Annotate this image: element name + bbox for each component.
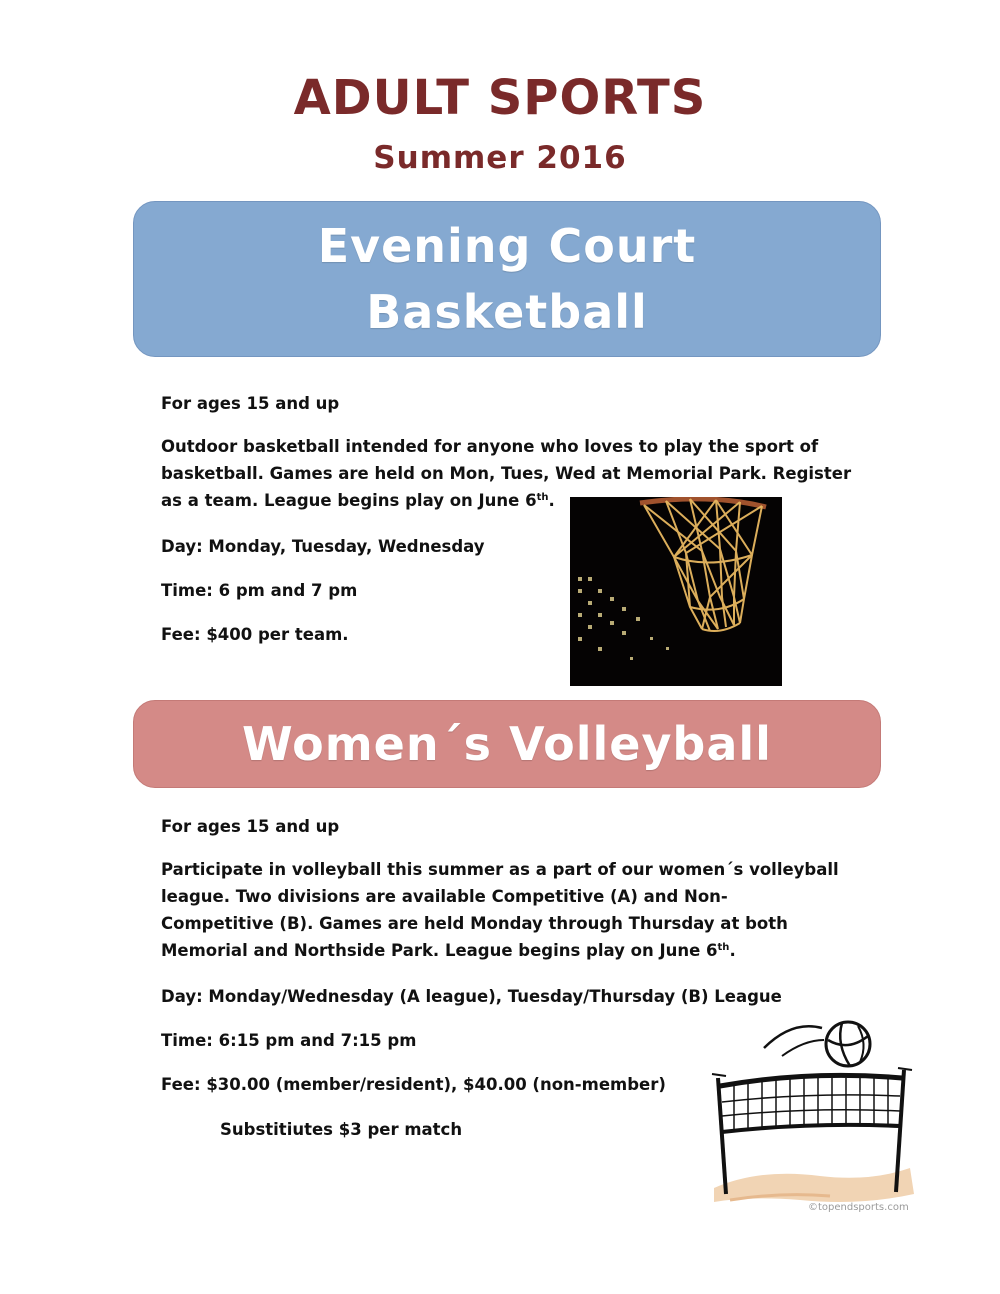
volleyball-description-line1: Participate in volleyball this summer as a part of our women´s volleyball: [161, 860, 839, 879]
volleyball-day: Day: Monday/Wednesday (A league), Tuesday/Thursday (B) League: [161, 987, 782, 1006]
volleyball-description-line2: league. Two divisions are available Competitive (A) and Non-: [161, 887, 728, 906]
volleyball-description-line3: Competitive (B). Games are held Monday through Thursday at both: [161, 914, 788, 933]
basketball-banner-line1: Evening Court: [317, 219, 697, 273]
basketball-description-period: .: [548, 491, 555, 510]
basketball-description-line3: [161, 487, 555, 514]
page-subtitle: Summer 2016: [373, 140, 627, 176]
volleyball-description-period: .: [729, 941, 736, 960]
volleyball-description-line4-text: Memorial and Northside Park. League begins play on June 6: [161, 941, 718, 960]
basketball-time: Time: 6 pm and 7 pm: [161, 581, 358, 600]
basketball-description-line2: basketball. Games are held on Mon, Tues, Wed at Memorial Park. Register: [161, 464, 852, 483]
volleyball-ordinal-suffix: th: [717, 942, 730, 953]
basketball-banner-line2: Basketball: [366, 285, 648, 339]
volleyball-ages: For ages 15 and up: [161, 817, 340, 836]
volleyball-time: Time: 6:15 pm and 7:15 pm: [161, 1031, 417, 1050]
volleyball-net-clipart: [700, 1018, 922, 1222]
basketball-description-line1: Outdoor basketball intended for anyone who loves to play the sport of: [161, 437, 819, 456]
basketball-ages: For ages 15 and up: [161, 394, 340, 413]
basketball-day: Day: Monday, Tuesday, Wednesday: [161, 537, 485, 556]
volleyball-banner: [133, 700, 881, 788]
volleyball-banner-title: Women´s Volleyball: [242, 717, 772, 771]
volleyball-fee: Fee: $30.00 (member/resident), $40.00 (non-member): [161, 1075, 666, 1094]
basketball-description-line3-text: as a team. League begins play on June 6: [161, 491, 537, 510]
basketball-banner: [133, 201, 881, 357]
basketball-fee: Fee: $400 per team.: [161, 625, 349, 644]
volleyball-substitutes: Substitiutes $3 per match: [220, 1120, 463, 1139]
page-title: ADULT SPORTS: [293, 70, 707, 126]
basketball-hoop-photo: [570, 497, 782, 686]
basketball-ordinal-suffix: th: [536, 492, 549, 503]
volleyball-description-line4: [161, 937, 736, 964]
volleyball-image-watermark: ©topendsports.com: [808, 1202, 909, 1213]
